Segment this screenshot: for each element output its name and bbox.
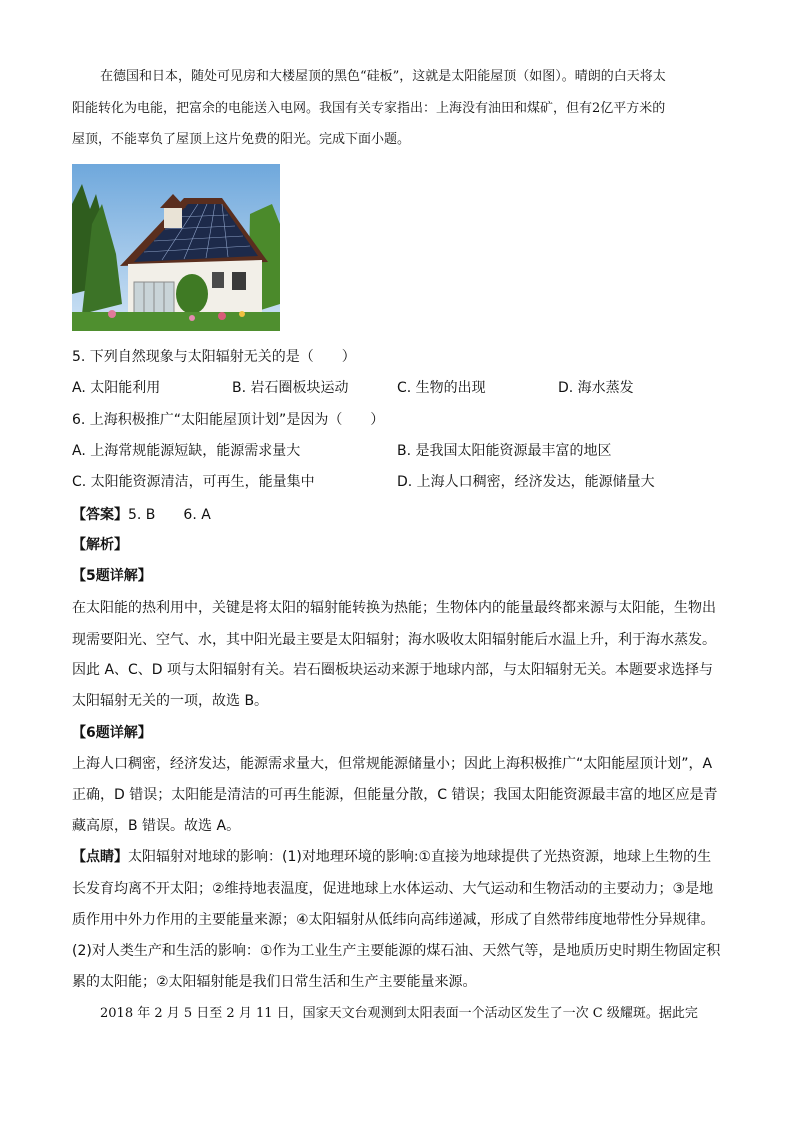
detail-6-line: 上海人口稠密，经济发达，能源需求量大，但常规能源储量小；因此上海积极推广“太阳能屋顶计划”，A xyxy=(72,756,713,772)
detail-5-line: 现需要阳光、空气、水，其中阳光最主要是太阳辐射；海水吸收太阳辐射能后水温上升，利于海水蒸发。 xyxy=(72,632,716,648)
tips-line: 长发育均离不开太阳；②维持地表温度，促进地球上水体运动、大气运动和生物活动的主要动力；③是地 xyxy=(72,881,714,897)
q6-option-d: D. 上海人口稠密，经济发达，能源储量大 xyxy=(397,474,655,490)
answer-text: 5. B 6. A xyxy=(128,507,211,523)
detail-5-line: 在太阳能的热利用中，关键是将太阳的辐射能转换为热能；生物体内的能量最终都来源与太阳能，生物出 xyxy=(72,600,716,616)
analysis-label: 【解析】 xyxy=(72,537,128,553)
question-6-stem: 6. 上海积极推广“太阳能屋顶计划”是因为（ ） xyxy=(72,412,385,428)
question-5-stem: 5. 下列自然现象与太阳辐射无关的是（ ） xyxy=(72,349,356,365)
tips-line: 质作用中外力作用的主要能量来源；④太阳辐射从低纬向高纬递减，形成了自然带纬度地带性分异规律。 xyxy=(72,912,715,928)
next-passage-line: 2018 年 2 月 5 日至 2 月 11 日，国家天文台观测到太阳表面一个活动区发生了一次 C 级耀斑。据此完 xyxy=(100,1006,698,1021)
q6-option-b: B. 是我国太阳能资源最丰富的地区 xyxy=(397,443,612,459)
detail-6-line: 藏高原，B 错误。故选 A。 xyxy=(72,818,241,834)
intro-line-3: 屋顶，不能辜负了屋顶上这片免费的阳光。完成下面小题。 xyxy=(72,132,411,147)
q5-option-d: D. 海水蒸发 xyxy=(558,380,634,396)
detail-6-label: 【6题详解】 xyxy=(72,725,152,741)
solar-roof-house-photo xyxy=(72,164,280,331)
intro-line-1: 在德国和日本，随处可见房和大楼屋顶的黑色“硅板”，这就是太阳能屋顶（如图）。晴朗的白天将太 xyxy=(100,69,666,84)
tips-first-line: 太阳辐射对地球的影响：(1)对地理环境的影响:①直接为地球提供了光热资源，地球上生物的生 xyxy=(128,849,712,865)
tips-line: (2)对人类生产和生活的影响：①作为工业生产主要能源的煤石油、天然气等，是地质历史时期生物固定积 xyxy=(72,943,721,959)
detail-6-line: 正确，D 错误；太阳能是清洁的可再生能源，但能量分散，C 错误；我国太阳能资源最丰富的地区应是青 xyxy=(72,787,718,803)
q6-option-a: A. 上海常规能源短缺，能源需求量大 xyxy=(72,443,301,459)
q6-option-c: C. 太阳能资源清洁，可再生，能量集中 xyxy=(72,474,315,490)
detail-5-line: 因此 A、C、D 项与太阳辐射有关。岩石圈板块运动来源于地球内部，与太阳辐射无关。本题要求选择与 xyxy=(72,662,714,678)
intro-line-2: 阳能转化为电能，把富余的电能送入电网。我国有关专家指出：上海没有油田和煤矿，但有2亿平方米的 xyxy=(72,101,666,116)
tips-row xyxy=(72,847,711,867)
q5-option-a: A. 太阳能利用 xyxy=(72,380,161,396)
detail-5-line: 太阳辐射无关的一项，故选 B。 xyxy=(72,693,269,709)
q5-option-b: B. 岩石圈板块运动 xyxy=(232,380,349,396)
answer-row xyxy=(72,505,211,525)
tips-label: 【点睛】 xyxy=(72,849,128,865)
tips-line: 累的太阳能；②太阳辐射能是我们日常生活和生产主要能量来源。 xyxy=(72,974,477,990)
q5-option-c: C. 生物的出现 xyxy=(397,380,486,396)
answer-label: 【答案】 xyxy=(72,507,128,523)
detail-5-label: 【5题详解】 xyxy=(72,568,152,584)
